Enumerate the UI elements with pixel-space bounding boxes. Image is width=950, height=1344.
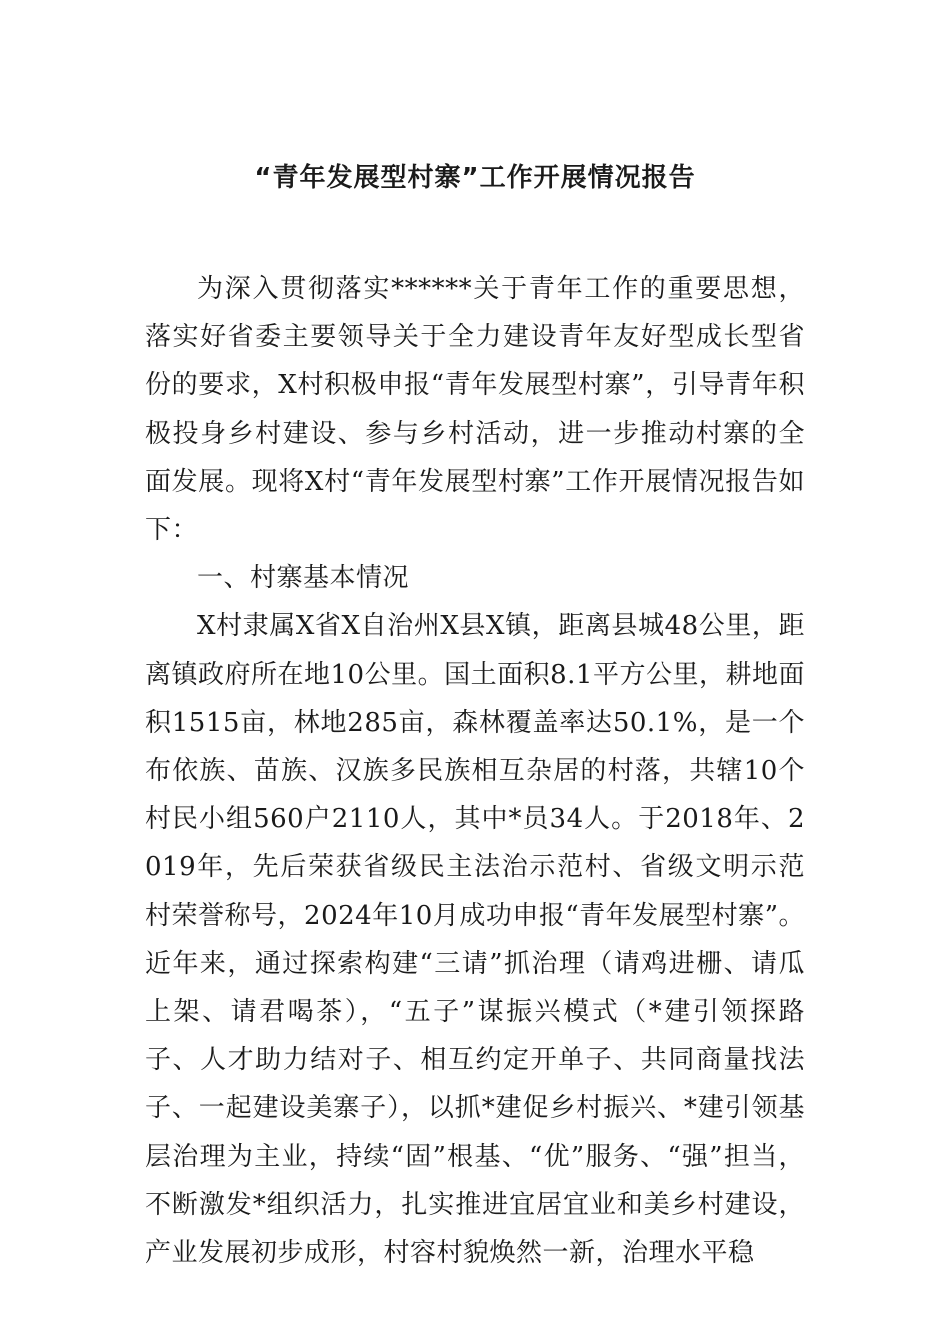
intro-paragraph: 为深入贯彻落实******关于青年工作的重要思想，落实好省委主要领导关于全力建设青年友好型成长型省份的要求，X村积极申报“青年发展型村寨”，引导青年积极投身乡村建设、参与乡村活动，进一步推动村寨的全面发展。现将X村“青年发展型村寨”工作开展情况报告如下： (145, 274, 805, 546)
document-body (145, 265, 805, 1277)
section-paragraph: X村隶属X省X自治州X县X镇，距离县城48公里，距离镇政府所在地10公里。国土面积8.1平方公里，耕地面积1515亩，林地285亩，森林覆盖率达50.1%，是一个布依族、苗族、汉族多民族相互杂居的村落，共辖10个村民小组560户2110人，其中*员34人。于2018年、2019年，先后荣获省级民主法治示范村、省级文明示范村荣誉称号，2024年10月成功申报“青年发展型村寨”。近年来，通过探索构建“三请”抓治理（请鸡进栅、请瓜上架、请君喝茶），“五子”谋振兴模式（*建引领探路子、人才助力结对子、相互约定开单子、共同商量找法子、一起建设美寨子），以抓*建促乡村振兴、*建引领基层治理为主业，持续“固”根基、“优”服务、“强”担当，不断激发*组织活力，扎实推进宜居宜业和美乡村建设，产业发展初步成形，村容村貌焕然一新，治理水平稳 (145, 611, 805, 1269)
document-title: “青年发展型村寨”工作开展情况报告 (254, 163, 696, 193)
section-heading: 一、村寨基本情况 (197, 563, 410, 594)
